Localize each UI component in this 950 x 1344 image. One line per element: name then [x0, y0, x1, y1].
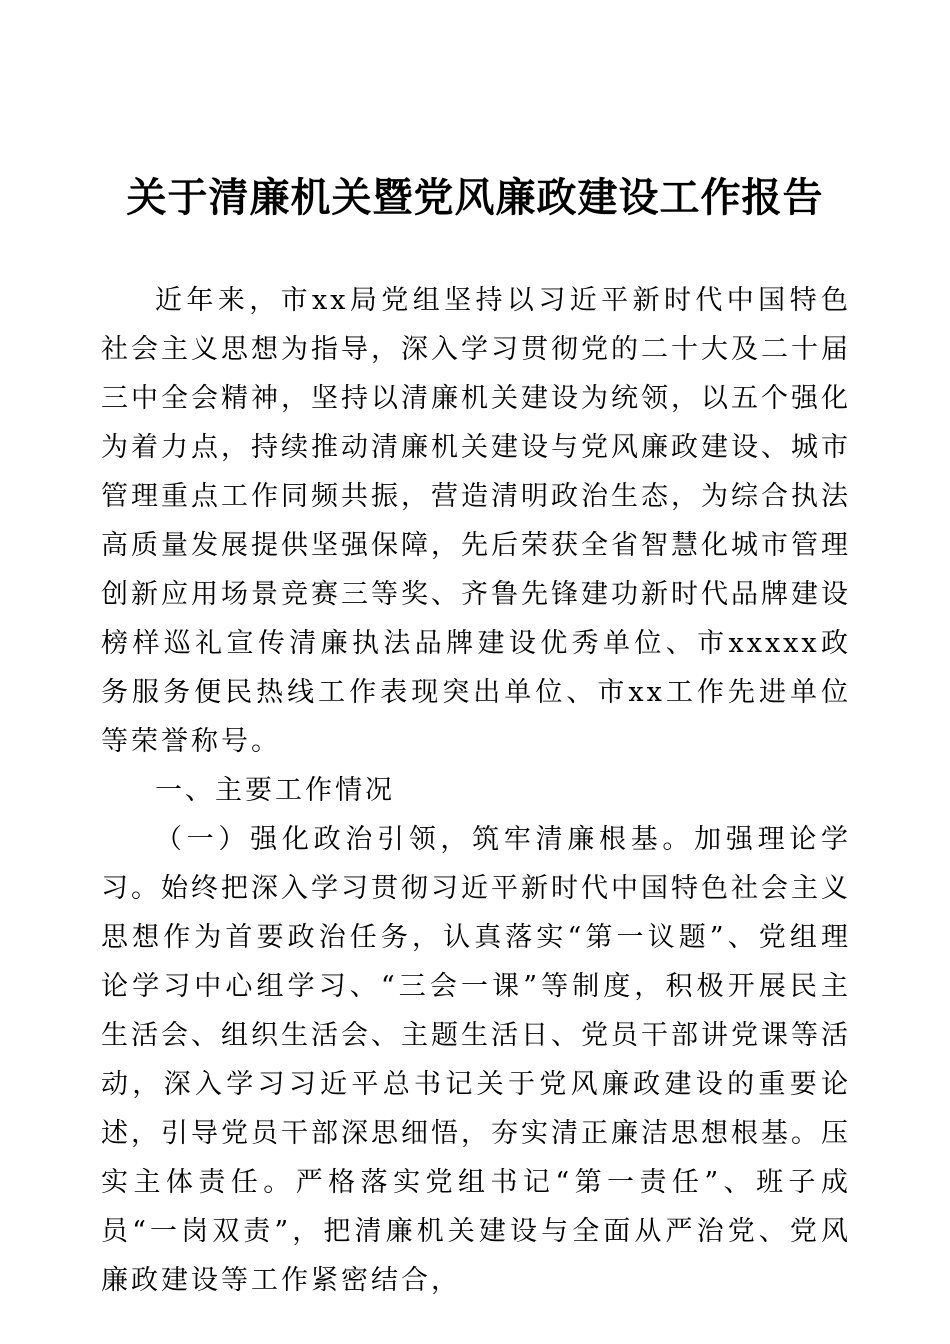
document-body [101, 276, 851, 1305]
intro-paragraph: 近年来，市xx局党组坚持以习近平新时代中国特色社会主义思想为指导，深入学习贯彻党的二十大及二十届三中全会精神，坚持以清廉机关建设为统领，以五个强化为着力点，持续推动清廉机关建设与党风廉政建设、城市管理重点工作同频共振，营造清明政治生态，为综合执法高质量发展提供坚强保障，先后荣获全省智慧化城市管理创新应用场景竞赛三等奖、齐鲁先锋建功新时代品牌建设榜样巡礼宣传清廉执法品牌建设优秀单位、市xxxxx政务服务便民热线工作表现突出单位、市xx工作先进单位等荣誉称号。 [101, 285, 851, 757]
section-heading: 一、主要工作情况 [155, 775, 395, 806]
subsection-paragraph: （一）强化政治引领，筑牢清廉根基。加强理论学习。始终把深入学习贯彻习近平新时代中国特色社会主义思想作为首要政治任务，认真落实“第一议题”、党组理论学习中心组学习、“三会一课”等制度，积极开展民主生活会、组织生活会、主题生活日、党员干部讲党课等活动，深入学习习近平总书记关于党风廉政建设的重要论述，引导党员干部深思细悟，夯实清正廉洁思想根基。压实主体责任。严格落实党组书记“第一责任”、班子成员“一岗双责”，把清廉机关建设与全面从严治党、党风廉政建设等工作紧密结合， [101, 824, 851, 1296]
document-title: 关于清廉机关暨党风廉政建设工作报告 [126, 174, 824, 221]
